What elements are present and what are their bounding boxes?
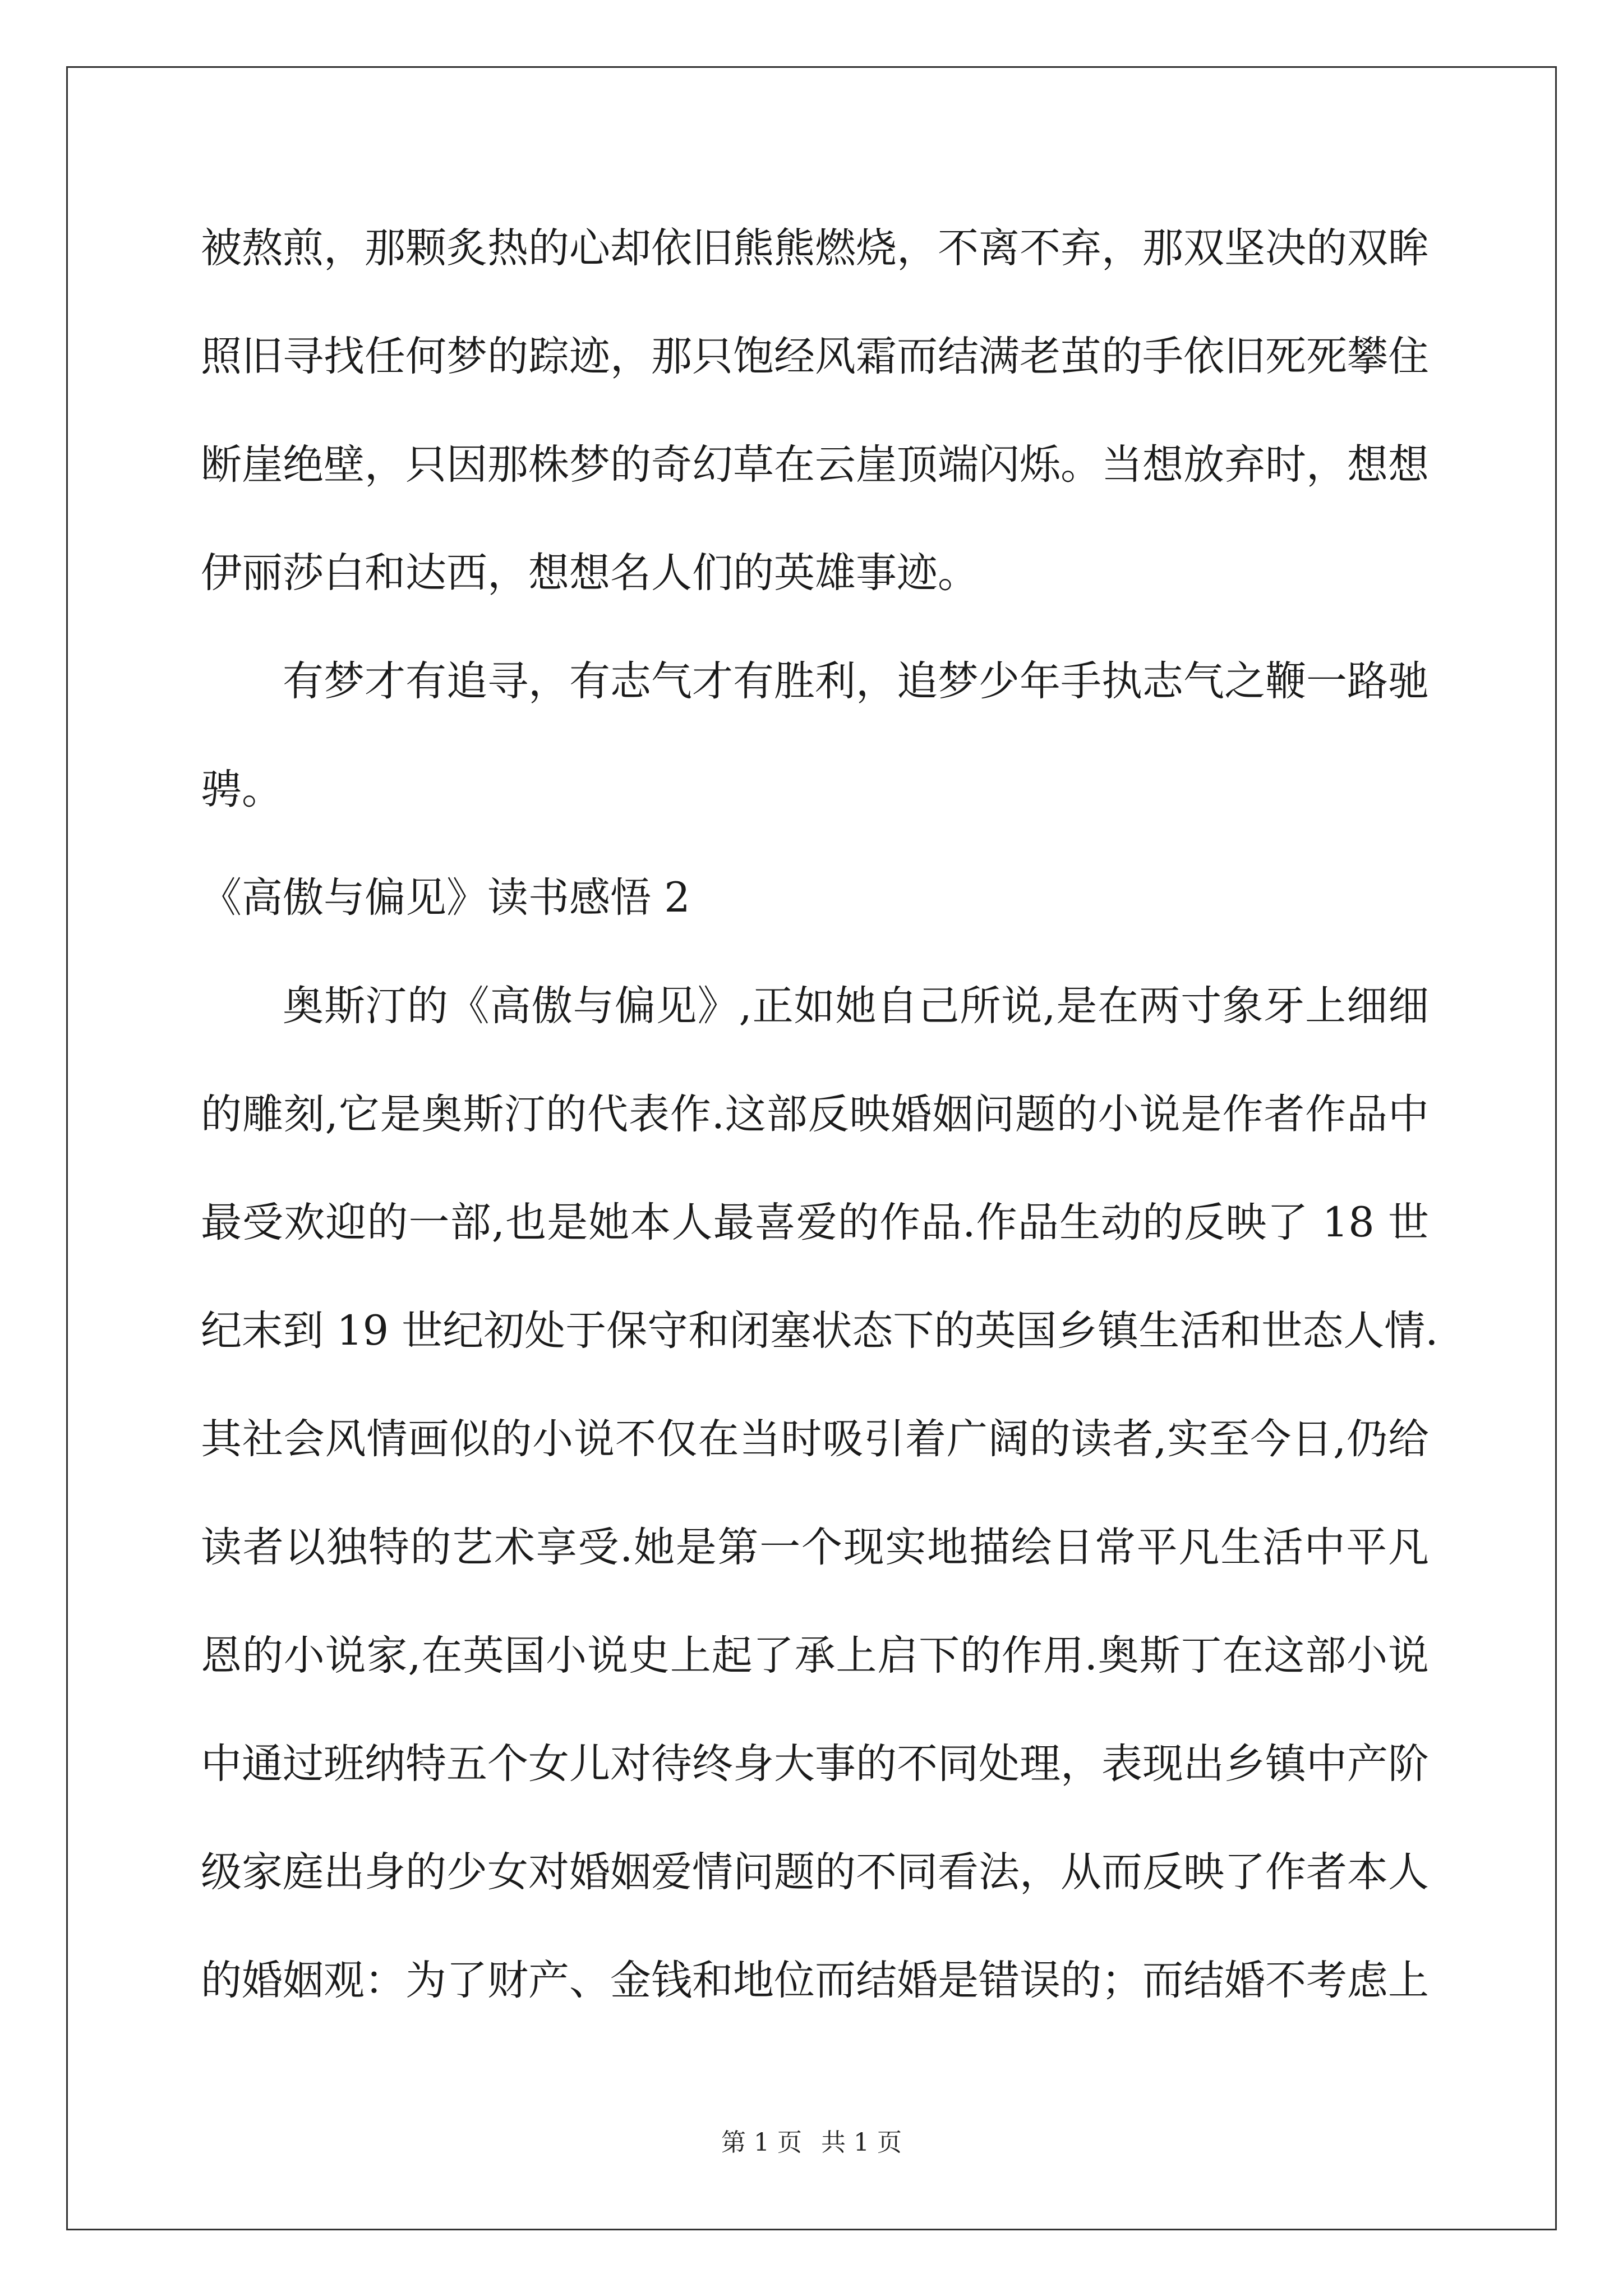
text-line: 纪末到 19 世纪初处于保守和闭塞状态下的英国乡镇生活和世态人情. (201, 1307, 1438, 1355)
text-line: 中通过班纳特五个女儿对待终身大事的不同处理，表现出乡镇中产阶 (201, 1740, 1429, 1788)
page-total: 共 1 页 (821, 2128, 902, 2157)
text-line: 被熬煎，那颗炙热的心却依旧熊熊燃烧，不离不弃，那双坚决的双眸 (201, 224, 1429, 272)
text-line: 的雕刻,它是奥斯汀的代表作.这部反映婚姻问题的小说是作者作品中 (201, 1091, 1429, 1138)
text-line: 照旧寻找任何梦的踪迹，那只饱经风霜而结满老茧的手依旧死死攀住 (201, 333, 1429, 380)
text-line: 恩的小说家,在英国小说史上起了承上启下的作用.奥斯丁在这部小说 (201, 1632, 1429, 1680)
text-line: 伊丽莎白和达西，想想名人们的英雄事迹。 (201, 549, 979, 597)
text-line: 的婚姻观：为了财产、金钱和地位而结婚是错误的；而结婚不考虑上 (201, 1957, 1429, 2004)
text-line: 奥斯汀的《高傲与偏见》,正如她自己所说,是在两寸象牙上细细 (283, 982, 1429, 1030)
page-number: 第 1 页 (721, 2128, 802, 2157)
text-line: 最受欢迎的一部,也是她本人最喜爱的作品.作品生动的反映了 18 世 (201, 1199, 1429, 1246)
text-line: 其社会风情画似的小说不仅在当时吸引着广阔的读者,实至今日,仍给 (201, 1415, 1429, 1463)
text-line: 骋。 (201, 766, 283, 813)
text-line: 读者以独特的艺术享受.她是第一个现实地描绘日常平凡生活中平凡 (201, 1524, 1429, 1571)
text-line: 有梦才有追寻，有志气才有胜利，追梦少年手执志气之鞭一路驰 (283, 657, 1429, 705)
section-heading: 《高傲与偏见》读书感悟 2 (201, 874, 690, 922)
text-line: 断崖绝壁，只因那株梦的奇幻草在云崖顶端闪烁。当想放弃时，想想 (201, 441, 1429, 489)
document-body (201, 206, 1438, 2047)
text-line: 级家庭出身的少女对婚姻爱情问题的不同看法，从而反映了作者本人 (201, 1848, 1429, 1896)
page-footer (0, 2126, 1623, 2160)
